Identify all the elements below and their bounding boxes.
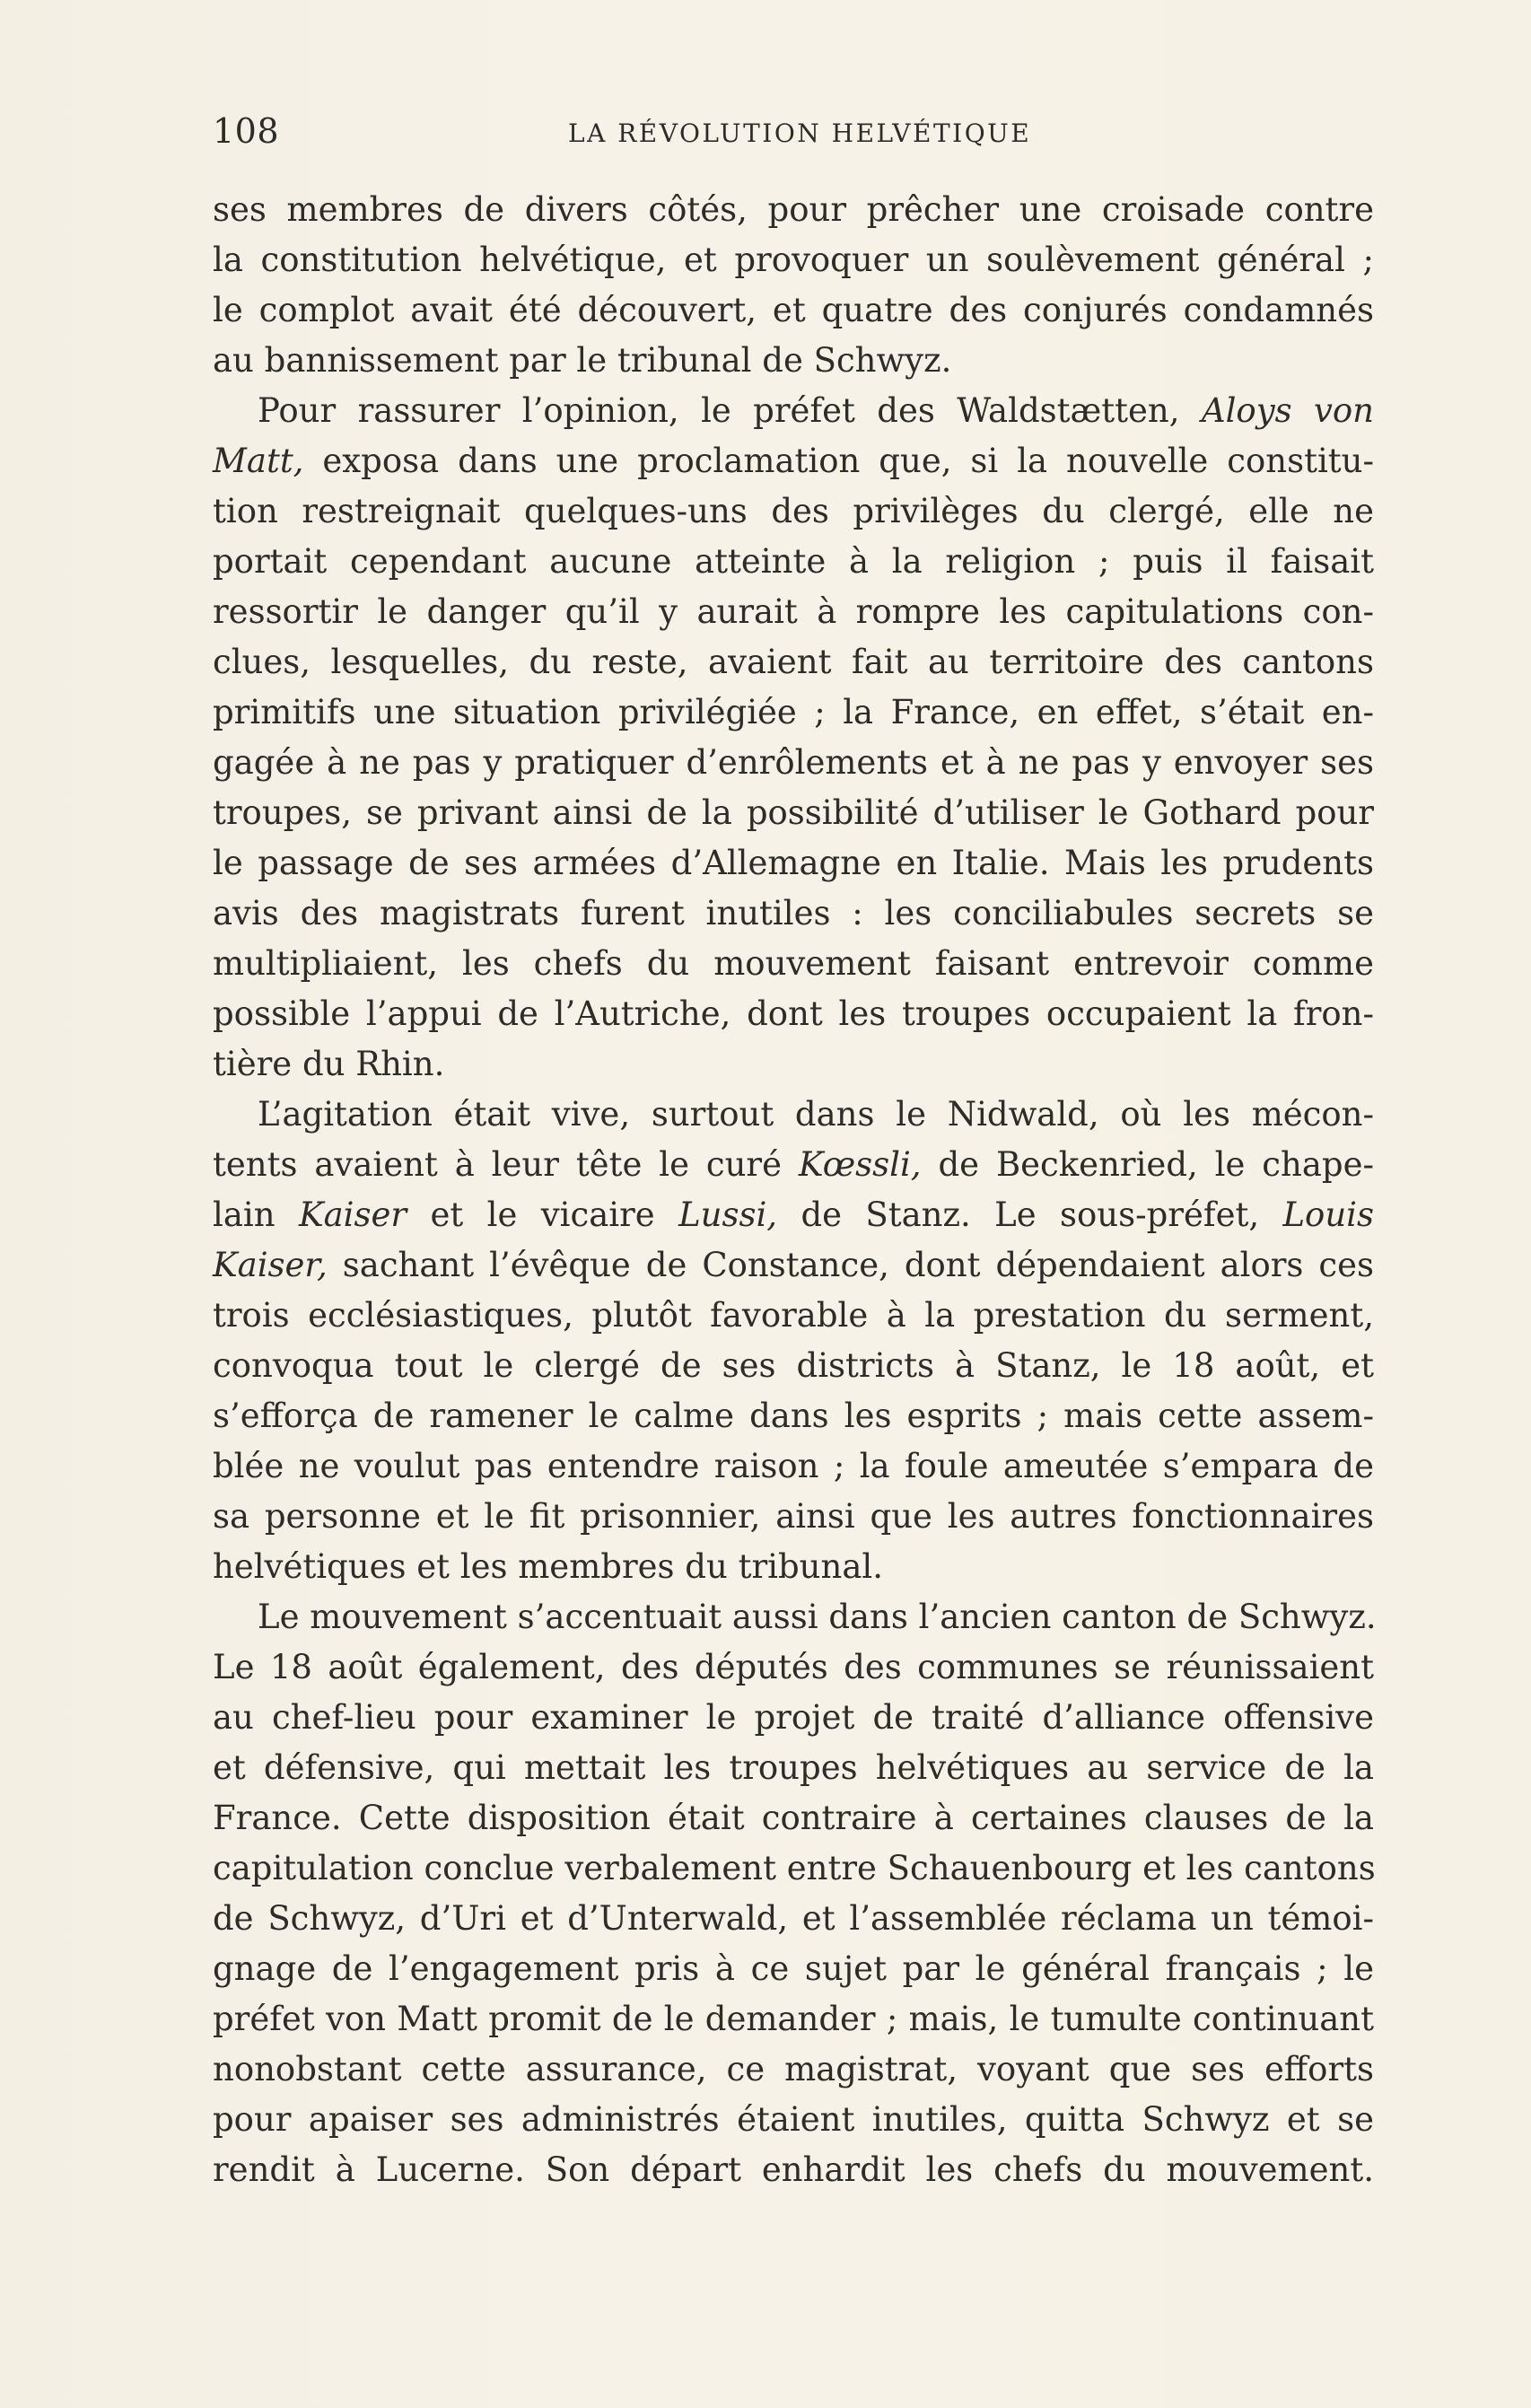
text-line [213,1190,1374,1240]
text-segment: tière du Rhin. [213,1045,445,1083]
text-segment: tion restreignait quelques-uns des privilèges du clergé, elle ne [213,492,1374,530]
text-line [213,336,1374,386]
text-segment: L’agitation était vive, surtout dans le Nidwald, où les mécon- [258,1095,1374,1134]
text-segment: Le mouvement s’accentuait aussi dans l’ancien canton de Schwyz. [258,1598,1377,1636]
italic-name: Kœssli, [798,1145,922,1184]
text-segment: ressortir le danger qu’il y aurait à rompre les capitulations con- [213,592,1374,631]
page-header [213,113,1331,149]
italic-name: Lussi, [678,1195,778,1234]
text-line [213,1894,1374,1944]
text-segment: Le 18 août également, des députés des communes se réunissaient [213,1648,1374,1686]
text-line [213,2145,1374,2195]
text-line [213,1793,1374,1843]
italic-name: Kaiser, [213,1246,328,1284]
text-line [213,436,1374,486]
text-line [213,1240,1374,1291]
text-segment: rendit à Lucerne. Son départ enhardit les chefs du mouvement. [213,2150,1374,2189]
text-line [213,1291,1374,1341]
text-segment: gagée à ne pas y pratiquer d’enrôlements et à ne pas y envoyer ses [213,743,1374,782]
text-segment: blée ne voulut pas entendre raison ; la foule ameutée s’empara de [213,1447,1374,1485]
text-segment: Pour rassurer l’opinion, le préfet des Waldstætten, [258,391,1202,430]
text-line [213,1140,1374,1190]
text-line [213,788,1374,838]
text-line [213,838,1374,889]
text-line [213,1391,1374,1441]
text-segment: trois ecclésiastiques, plutôt favorable à la prestation du serment, [213,1296,1374,1335]
text-line [213,235,1374,285]
text-line [213,587,1374,637]
text-segment: portait cependant aucune atteinte à la religion ; puis il faisait [213,542,1374,581]
text-line [213,1492,1374,1542]
text-segment: primitifs une situation privilégiée ; la France, en effet, s’était en- [213,693,1374,731]
text-line [213,1843,1374,1894]
text-segment: ses membres de divers côtés, pour prêcher une croisade contre [213,190,1374,229]
body-text [213,185,1377,2195]
text-segment: pour apaiser ses administrés étaient inutiles, quitta Schwyz et se [213,2100,1374,2139]
text-segment: sachant l’évêque de Constance, dont dépendaient alors ces [327,1246,1374,1284]
text-line [213,1441,1374,1492]
text-segment: la constitution helvétique, et provoquer un soulèvement général ; [213,241,1374,279]
text-segment: de Stanz. Le sous-préfet, [777,1195,1283,1234]
text-segment: au chef-lieu pour examiner le projet de traité d’alliance offensive [213,1698,1374,1737]
text-segment: au bannissement par le tribunal de Schwyz. [213,341,952,380]
running-title: LA RÉVOLUTION HELVÉTIQUE [568,118,1032,148]
text-segment: le complot avait été découvert, et quatre des conjurés condamnés [213,291,1374,329]
text-segment: France. Cette disposition était contraire à certaines clauses de la [213,1799,1374,1837]
text-line [213,889,1374,939]
text-segment: troupes, se privant ainsi de la possibilité d’utiliser le Gothard pour [213,793,1374,832]
italic-name: Kaiser [298,1195,407,1234]
text-line [213,2095,1374,2145]
text-segment: préfet von Matt promit de le demander ; mais, le tumulte continuant [213,2000,1374,2038]
text-segment: s’efforça de ramener le calme dans les esprits ; mais cette assem- [213,1397,1374,1435]
text-segment: possible l’appui de l’Autriche, dont les troupes occupaient la fron- [213,994,1374,1033]
text-segment: tents avaient à leur tête le curé [213,1145,799,1184]
text-line [213,1743,1374,1793]
italic-name: Matt, [213,442,304,480]
text-segment: helvétiques et les membres du tribunal. [213,1547,883,1586]
text-line [213,738,1374,788]
italic-name: Louis [1282,1195,1374,1234]
text-segment: de Beckenried, le chape- [921,1145,1374,1184]
text-line [213,687,1374,738]
text-line [213,1693,1374,1743]
text-segment: et le vicaire [407,1195,679,1234]
text-line [213,989,1374,1039]
text-segment: exposa dans une proclamation que, si la nouvelle constitu- [303,442,1374,480]
text-line [213,1642,1374,1693]
text-line [213,1542,1374,1592]
text-segment: clues, lesquelles, du reste, avaient fait au territoire des cantons [213,643,1374,681]
italic-name: Aloys von [1201,391,1374,430]
text-line [213,1341,1374,1391]
text-segment: le passage de ses armées d’Allemagne en Italie. Mais les prudents [213,844,1374,882]
text-line [213,1944,1374,1994]
text-segment: avis des magistrats furent inutiles : les conciliabules secrets se [213,894,1374,933]
text-segment: de Schwyz, d’Uri et d’Unterwald, et l’assemblée réclama un témoi- [213,1899,1374,1938]
text-line [213,486,1374,537]
text-line [213,1090,1374,1140]
text-line [213,637,1374,687]
text-segment: et défensive, qui mettait les troupes helvétiques au service de la [213,1748,1374,1787]
text-segment: lain [213,1195,299,1234]
text-line [213,1039,1374,1090]
text-line [213,285,1374,336]
text-segment: nonobstant cette assurance, ce magistrat, voyant que ses efforts [213,2050,1374,2088]
page-number: 108 [213,111,280,151]
text-segment: capitulation conclue verbalement entre Schauenbourg et les cantons [213,1849,1376,1887]
text-line [213,537,1374,587]
text-line [213,386,1374,436]
text-segment: convoqua tout le clergé de ses districts à Stanz, le 18 août, et [213,1346,1374,1385]
text-line [213,1592,1377,1642]
text-line [213,185,1374,235]
text-segment: multipliaient, les chefs du mouvement faisant entrevoir comme [213,944,1374,983]
text-line [213,939,1374,989]
text-line [213,2045,1374,2095]
text-segment: gnage de l’engagement pris à ce sujet par le général français ; le [213,1949,1374,1988]
text-segment: sa personne et le fit prisonnier, ainsi que les autres fonctionnaires [213,1497,1374,1536]
text-line [213,1994,1374,2045]
